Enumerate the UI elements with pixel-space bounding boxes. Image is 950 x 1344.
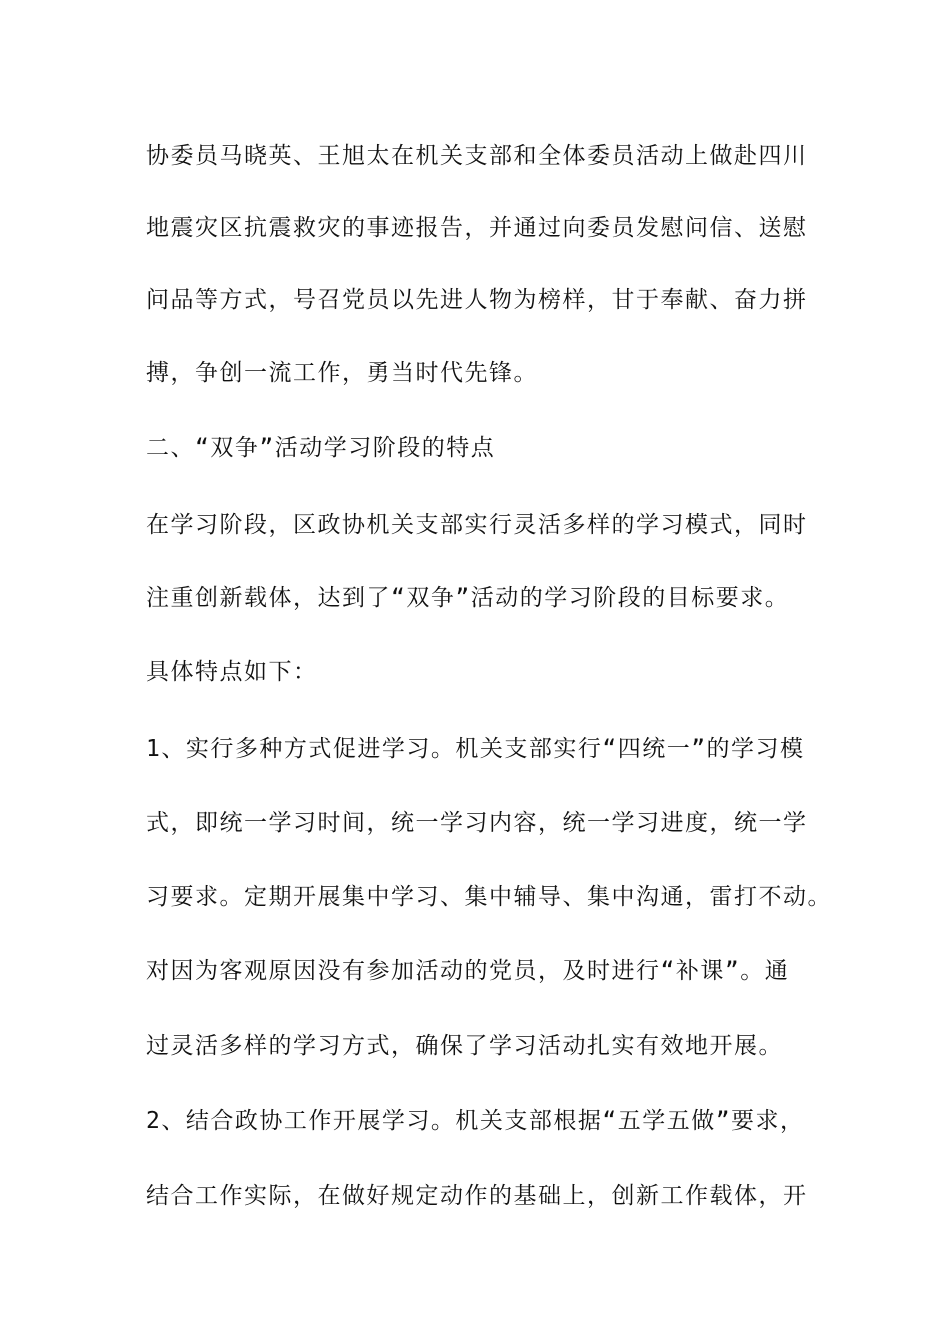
section-heading: 二、“双争”活动学习阶段的特点: [146, 435, 496, 461]
text-line: 协委员马晓英、王旭太在机关支部和全体委员活动上做赴四川: [146, 143, 808, 169]
text-line: 注重创新载体，达到了“双争”活动的学习阶段的目标要求。: [146, 585, 790, 611]
text-line: 问品等方式，号召党员以先进人物为榜样，甘于奉献、奋力拼: [146, 287, 808, 313]
text-line: 结合工作实际，在做好规定动作的基础上，创新工作载体，开: [146, 1183, 808, 1209]
text-line: 式，即统一学习时间，统一学习内容，统一学习进度，统一学: [146, 810, 808, 836]
text-line: 习要求。定期开展集中学习、集中辅导、集中沟通，雷打不动。: [146, 884, 832, 910]
text-line: 地震灾区抗震救灾的事迹报告，并通过向委员发慰问信、送慰: [146, 215, 808, 241]
text-line: 过灵活多样的学习方式，确保了学习活动扎实有效地开展。: [146, 1033, 783, 1059]
list-item: 1、实行多种方式促进学习。机关支部实行“四统一”的学习模: [146, 736, 805, 762]
text-line: 在学习阶段，区政协机关支部实行灵活多样的学习模式，同时: [146, 512, 808, 538]
list-item: 2、结合政协工作开展学习。机关支部根据“五学五做”要求，: [146, 1108, 805, 1134]
text-line: 具体特点如下：: [146, 659, 318, 685]
text-line: 对因为客观原因没有参加活动的党员，及时进行“补课”。通: [146, 958, 790, 984]
text-line: 搏，争创一流工作，勇当时代先锋。: [146, 360, 538, 386]
